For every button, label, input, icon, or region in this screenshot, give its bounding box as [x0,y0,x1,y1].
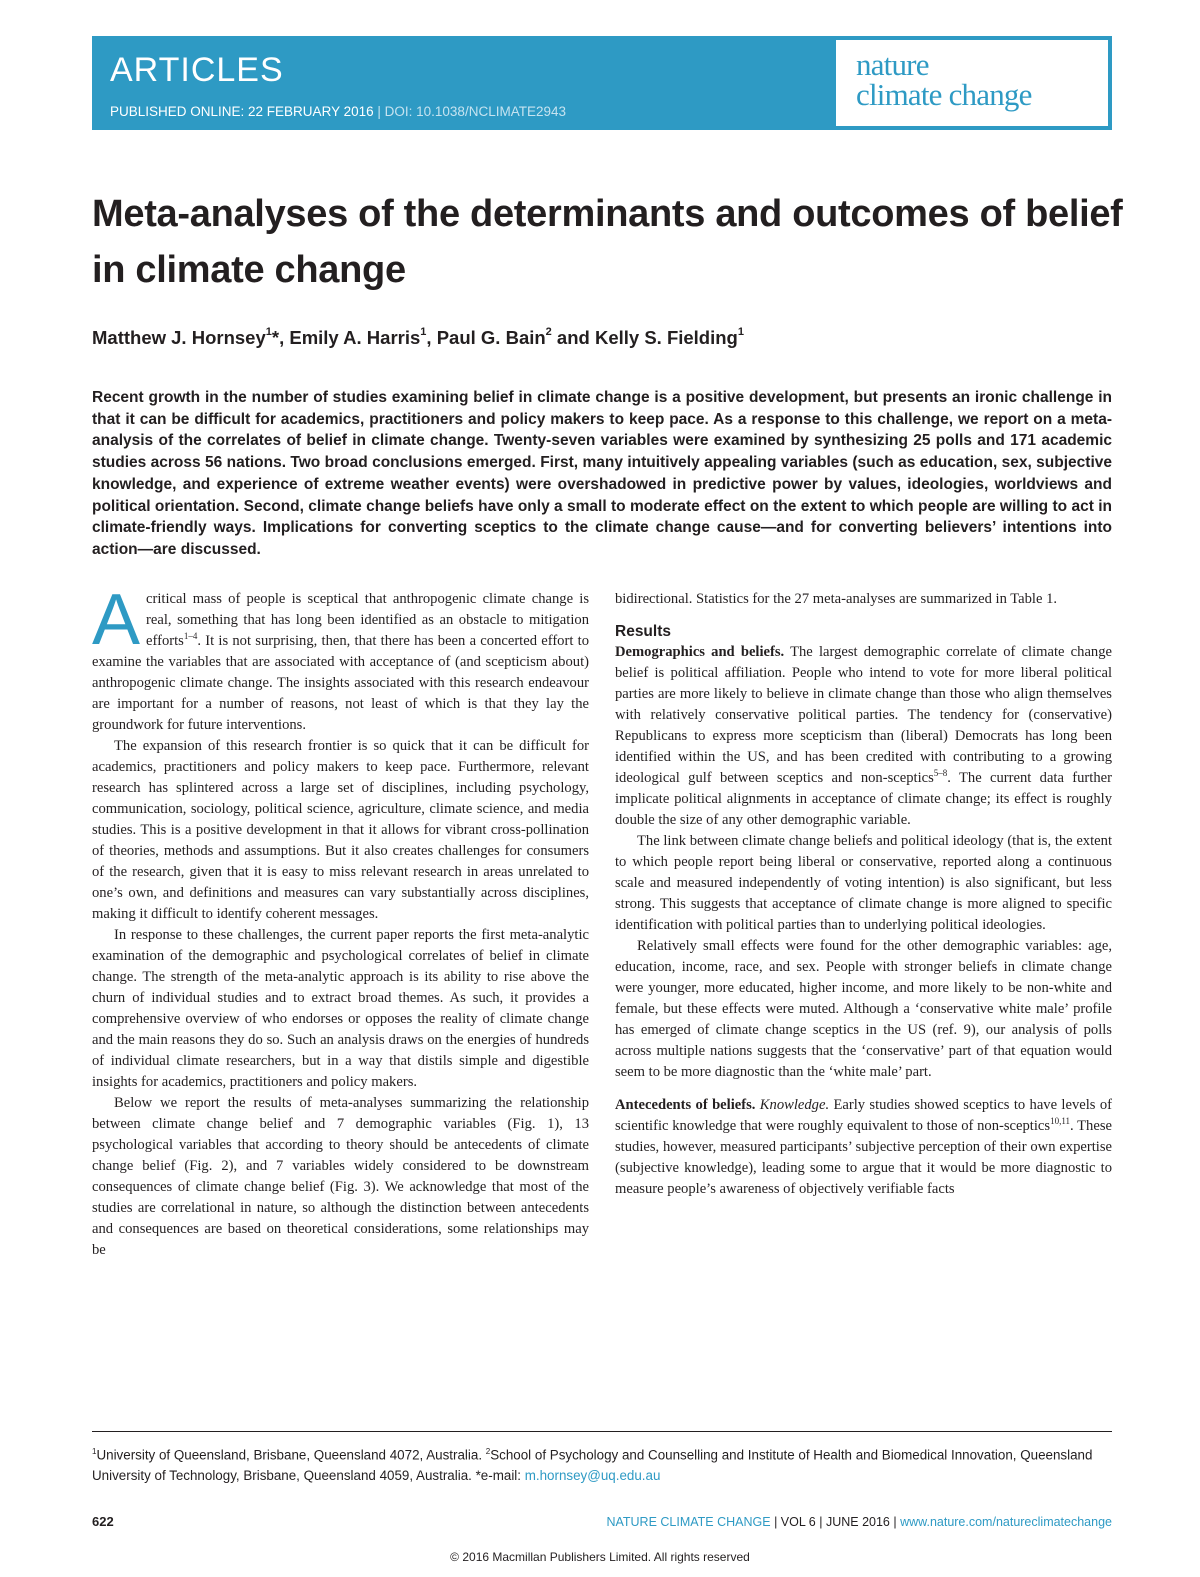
footer-volume: | VOL 6 | JUNE 2016 | [770,1515,901,1529]
paragraph [615,1095,1112,1200]
citation-ref: 10,11 [1050,1116,1070,1127]
paragraph [615,642,1112,831]
paragraph: Below we report the results of meta-analyses summarizing the relationship between climate change belief and 7 demographic variables (Fig. 1), 13 psychological variables that according to theory should be antecedents of climate change belief (Fig. 2), and 7 variables widely considered to be downstream consequences of climate change belief (Fig. 3). We acknowledge that most of the studies are correlational in nature, so although the distinction between antecedents and consequences are based on theoretical considerations, some relationships may be [92,1095,589,1258]
body-column-left [92,580,589,1261]
affiliation-marker: 2 [545,326,552,338]
paragraph-text: critical mass of people is sceptical that anthropogenic climate change is real, something that has long been identified as an obstacle to mitigation efforts [146,591,589,649]
affiliation-marker: 1 [265,326,272,338]
publication-info [110,103,566,121]
paragraph-text: . These studies, however, measured participants’ subjective perception of their own expertise (subjective knowledge), leading some to argue that it would be more diagnostic to measure people’s awareness of objectively verifiable facts [615,1118,1112,1197]
drop-cap: A [92,580,141,660]
doi: DOI: 10.1038/NCLIMATE2943 [384,104,566,119]
paragraph: The link between climate change beliefs and political ideology (that is, the extent to which people report being liberal or conservative, reported along a continuous scale and measured independently of voting intention) is also significant, but less strong. This suggests that acceptance of climate change is more aligned to specific identification with political parties than to underlying political ideologies. [615,833,1112,933]
journal-logo-line2: climate change [856,77,1032,112]
paragraph-text: Early studies showed sceptics to have levels of scientific knowledge that were roughly equivalent to those of non-sceptics [615,1097,1112,1134]
pub-separator: | [373,104,385,119]
citation-ref: 1–4 [183,631,198,642]
section-label: ARTICLES [110,51,284,89]
footer-journal-name: NATURE CLIMATE CHANGE [606,1515,771,1529]
email-link[interactable]: m.hornsey@uq.edu.au [524,1468,661,1484]
affiliation-text: School of Psychology and Counselling and Institute of Health and Biomedical Innovation, Queensland University of Technology, Brisbane, Queensland 4059, Australia. [92,1447,1093,1484]
published-date: PUBLISHED ONLINE: 22 FEBRUARY 2016 [110,104,374,119]
journal-logo-line1: nature [856,47,929,82]
affiliations-footnote [92,1441,1112,1486]
paragraph [92,580,589,736]
affiliation-marker: 2 [485,1447,491,1456]
paragraph: The expansion of this research frontier is so quick that it can be difficult for academics, practitioners and policy makers to keep pace. Furthermore, relevant research has splintered across a large set of disciplines, including psychology, communication, sociology, political science, agriculture, climate science, and media studies. This is a positive development in that it allows for vibrant cross-pollination of theories, methods and assumptions. But it also creates challenges for consumers of the research, given that it is easy to miss relevant research in areas unrelated to one’s own, and definitions and measures can vary substantially across disciplines, making it difficult to identify coherent messages. [92,738,589,922]
journal-footer [606,1513,1112,1531]
section-heading: Results [615,623,671,640]
author-name: and Kelly S. Fielding [551,327,738,349]
articles-banner [92,36,1112,130]
body-column-right [615,589,1112,1200]
journal-logo-box [836,40,1108,126]
affiliation-marker: 1 [737,326,744,338]
paragraph: Relatively small effects were found for the other demographic variables: age, education, income, race, and sex. People with stronger beliefs in climate change were younger, more educated, higher income, and more likely to be non-white and female, but these effects were muted. Although a ‘conservative white male’ profile has emerged of climate change sceptics in the US (ref. 9), our analysis of polls across multiple nations suggests that the ‘conservative’ part of that equation would seem to be more diagnostic than the ‘white male’ part. [615,938,1112,1080]
footnote-divider [92,1431,1112,1432]
article-title: Meta-analyses of the determinants and outcomes of belief in climate change [92,193,1123,291]
author-name: , Paul G. Bain [426,327,546,349]
paragraph-text: . The current data further implicate political alignments in acceptance of climate change; its effect is roughly double the size of any other demographic variable. [615,770,1112,828]
abstract: Recent growth in the number of studies examining belief in climate change is a positive development, but presents an ironic challenge in that it can be difficult for academics, practitioners and policy makers to keep pace. As a response to this challenge, we report on a meta-analysis of the correlates of belief in climate change. Twenty-seven variables were examined by synthesizing 25 polls and 171 academic studies across 56 nations. Two broad conclusions emerged. First, many intuitively appealing variables (such as education, sex, subjective knowledge, and experience of extreme weather events) were overshadowed in predictive power by values, ideologies, worldviews and political orientation. Second, climate change beliefs have only a small to moderate effect on the extent to which people are willing to act in climate-friendly ways. Implications for converting sceptics to the climate change cause—and for converting believers’ intentions into action—are discussed. [92,389,1112,558]
paragraph-text: The largest demographic correlate of climate change belief is political affiliation. People who intend to vote for more liberal political parties are more likely to believe in climate change than those who align themselves with relatively conservative political parties. The tendency for (conservative) Republicans to express more scepticism than (liberal) Democrats has long been identified within the US, and has been credited with contributing to a growing ideological gulf between sceptics and non-sceptics [615,644,1112,786]
affiliation-marker: 1 [420,326,427,338]
footer-url-link[interactable]: www.nature.com/natureclimatechange [900,1515,1112,1529]
paragraph: bidirectional. Statistics for the 27 meta-analyses are summarized in Table 1. [615,591,1058,607]
paragraph-text: . It is not surprising, then, that there has been a concerted effort to examine the variables that are associated with acceptance of (and scepticism about) anthropogenic climate change. The insights associated with this research endeavour are important for a number of reasons, not least of which is that they lay the groundwork for future interventions. [92,633,589,733]
author-name: , Emily A. Harris [279,327,421,349]
author-list [92,321,1112,351]
affiliation-marker: 1 [92,1447,97,1456]
citation-ref: 5–8 [933,768,948,779]
copyright-notice: © 2016 Macmillan Publishers Limited. All rights reserved [450,1550,750,1564]
run-in-term: Knowledge. [755,1097,830,1113]
journal-logo [856,47,1032,112]
subsection-heading: Demographics and beliefs. [615,644,785,660]
email-label: *e-mail: [475,1468,525,1484]
paragraph: In response to these challenges, the current paper reports the first meta-analytic examination of the demographic and psychological correlates of belief in climate change. The strength of the meta-analytic approach is its ability to rise above the churn of individual studies and to extract broad themes. As such, it provides a comprehensive overview of who endorses or opposes the reality of climate change and the main reasons they do so. Such an analysis draws on the energies of hundreds of individual climate researchers, but in a way that distils simple and digestible insights for academics, practitioners and policy makers. [92,927,589,1090]
subsection-heading: Antecedents of beliefs. [615,1097,756,1113]
affiliation-text: University of Queensland, Brisbane, Queensland 4072, Australia. [96,1447,486,1463]
page-number: 622 [92,1514,114,1529]
corresponding-star: * [271,327,280,349]
author-name: Matthew J. Hornsey [92,327,266,349]
